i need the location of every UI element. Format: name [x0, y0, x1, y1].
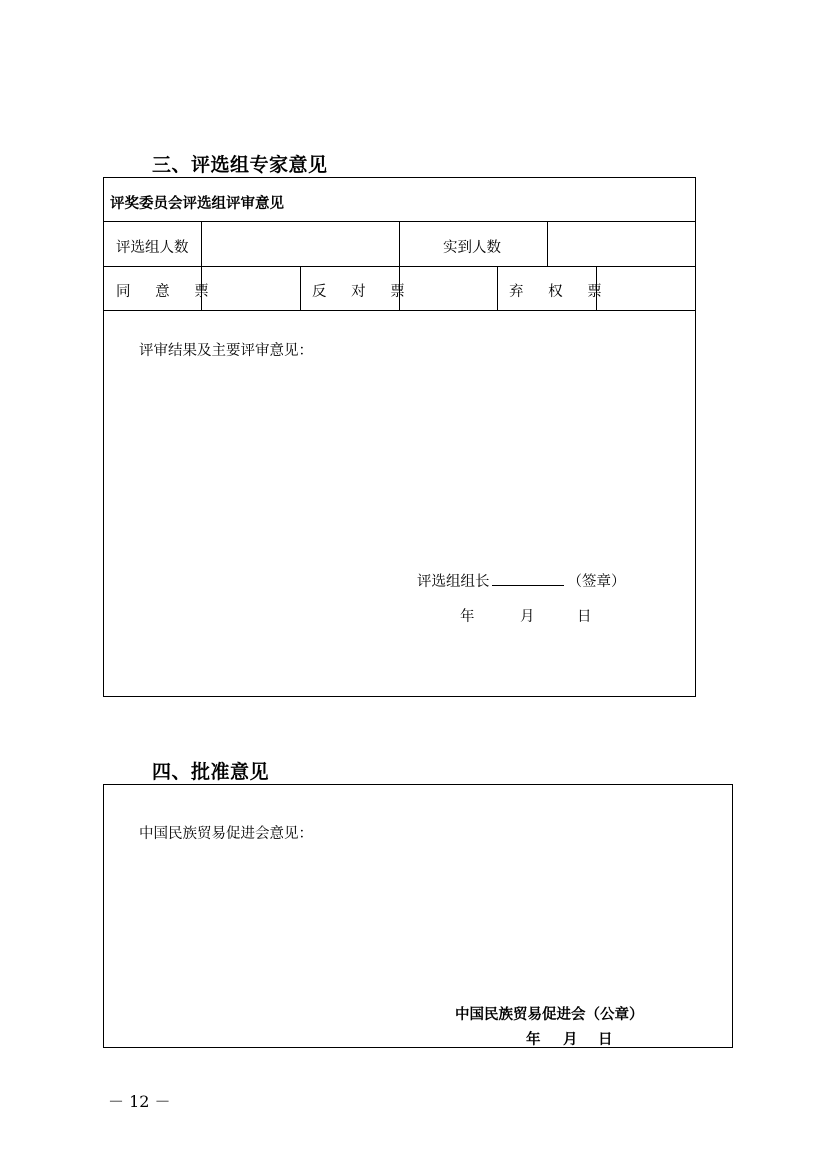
- section4-date: [0, 1028, 827, 1048]
- review-opinion-label: 评审结果及主要评审意见：: [139, 343, 313, 359]
- date-month: 月: [520, 609, 535, 625]
- section3-date: [0, 605, 827, 625]
- association-seal-label: 中国民族贸易促进会（公章）: [455, 1007, 644, 1023]
- abstain-votes-label: 弃 权 票: [509, 284, 612, 300]
- section4-heading: 四、批准意见: [152, 761, 270, 783]
- table-title: 评奖委员会评选组评审意见: [110, 196, 284, 212]
- table-divider: [300, 266, 301, 310]
- present-count-field[interactable]: [548, 222, 694, 265]
- date-year: 年: [526, 1032, 541, 1048]
- members-count-label: 评选组人数: [116, 240, 189, 256]
- abstain-votes-field[interactable]: [597, 267, 694, 309]
- page-number: － 12 －: [108, 1092, 171, 1111]
- approval-opinion-area[interactable]: [104, 845, 732, 995]
- date-day: 日: [598, 1032, 613, 1048]
- present-count-label: 实到人数: [443, 240, 501, 256]
- leader-signature-line[interactable]: [417, 570, 626, 591]
- table-divider: [103, 310, 696, 311]
- against-votes-label: 反 对 票: [312, 284, 415, 300]
- leader-signature-label: 评选组组长: [417, 574, 490, 590]
- approval-opinion-label: 中国民族贸易促进会意见：: [139, 826, 313, 842]
- signature-suffix: （签章）: [567, 574, 626, 590]
- agree-votes-label: 同 意 票: [116, 284, 219, 300]
- against-votes-field[interactable]: [400, 267, 496, 309]
- table-divider: [497, 266, 498, 310]
- agree-votes-field[interactable]: [202, 267, 299, 309]
- signature-blank[interactable]: [492, 571, 564, 586]
- section3-heading: 三、评选组专家意见: [152, 154, 328, 176]
- review-opinion-area[interactable]: [104, 360, 694, 560]
- date-year: 年: [460, 609, 475, 625]
- members-count-field[interactable]: [202, 222, 398, 265]
- date-day: 日: [577, 609, 592, 625]
- date-month: 月: [563, 1032, 578, 1048]
